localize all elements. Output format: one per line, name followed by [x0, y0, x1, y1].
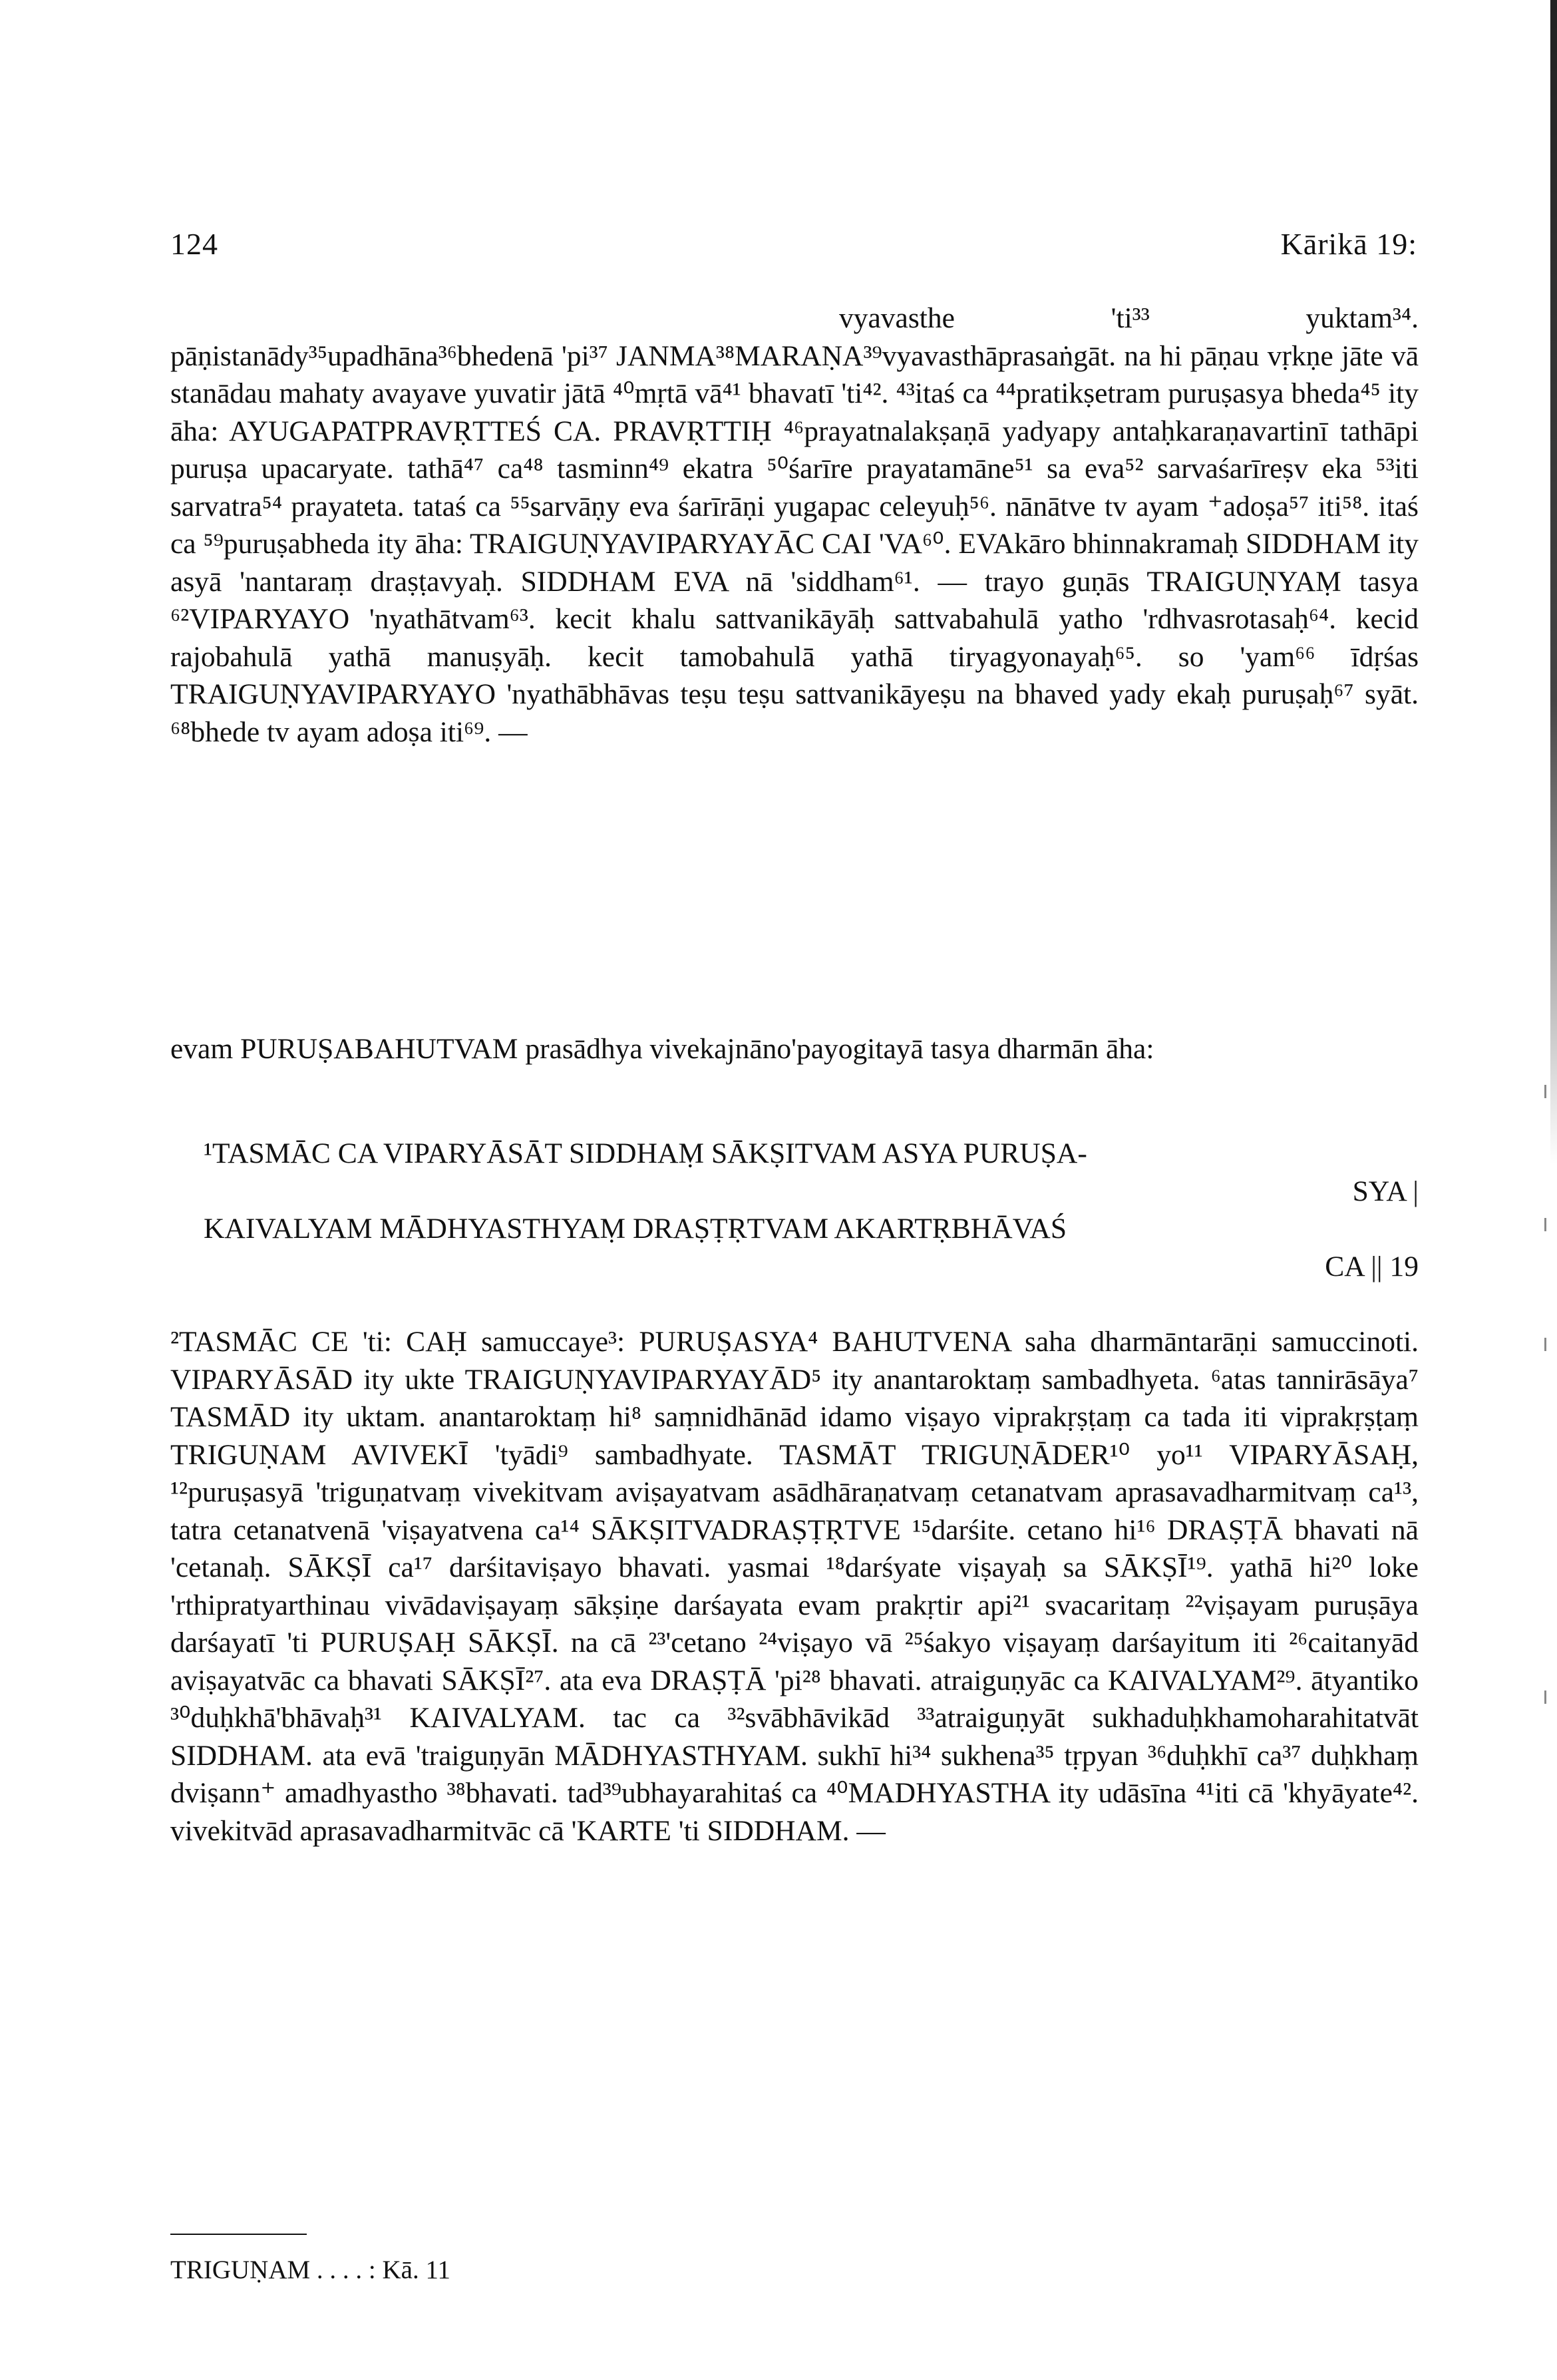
scan-edge-mark	[1544, 1218, 1546, 1231]
running-title: Kārikā 19:	[1280, 227, 1417, 261]
commentary-karika-19	[170, 1323, 1419, 1850]
verse-line-1-continuation: SYA |	[1352, 1175, 1419, 1207]
verse-line-2: KAIVALYAM MĀDHYASTHYAṂ DRAṢṬṚTVAM AKARTṚBHĀVAŚ	[204, 1213, 1067, 1245]
footnote-separator	[170, 2234, 307, 2235]
verse-line-2-continuation: CA || 19	[1325, 1250, 1419, 1283]
karika-verse	[170, 1135, 1419, 1285]
commentary-paragraph: vyavasthe 'ti³³ yuktam³⁴. pāṇistanādy³⁵upadhāna³⁶bhedenā 'pi³⁷ JANMA³⁸MARAṆA³⁹vyavasthāprasaṅgāt. na hi pāṇau vṛkṇe jāte vā stanādau mahaty avayave yuvatir jātā ⁴⁰mṛtā vā⁴¹ bhavatī 'ti⁴². ⁴³itaś ca ⁴⁴pratikṣetram puruṣasya bheda⁴⁵ ity āha: AYUGAPATPRAVṚTTEŚ CA. PRAVṚTTIḤ ⁴⁶prayatnalakṣaṇā yadyapy antaḥkaraṇavartinī tathāpi puruṣa upacaryate. tathā⁴⁷ ca⁴⁸ tasminn⁴⁹ ekatra ⁵⁰śarīre prayatamāne⁵¹ sa eva⁵² sarvaśarīreṣv eka ⁵³iti sarvatra⁵⁴ prayateta. tataś ca ⁵⁵sarvāṇy eva śarīrāṇi yugapac celeyuḥ⁵⁶. nānātve tv ayam ⁺adoṣa⁵⁷ iti⁵⁸. itaś ca ⁵⁹puruṣabheda ity āha: TRAIGUṆYAVIPARYAYĀC CAI 'VA⁶⁰. EVAkāro bhinnakramaḥ SIDDHAM ity asyā 'nantaraṃ draṣṭavyaḥ. SIDDHAM EVA nā 'siddham⁶¹. — trayo guṇās TRAIGUṆYAṂ tasya ⁶²VIPARYAYO 'nyathātvam⁶³. kecit khalu sattvanikāyāḥ sattvabahulā yatho 'rdhvasrotasaḥ⁶⁴. kecid rajobahulā yathā manuṣyāḥ. kecit tamobahulā yathā tiryagyonayaḥ⁶⁵. so 'yam⁶⁶ īdṛśas TRAIGUṆYAVIPARYAYO 'nyathābhāvas teṣu teṣu sattvanikāyeṣu na bhaved yady ekaḥ puruṣaḥ⁶⁷ syāt. ⁶⁸bhede tv ayam adoṣa iti⁶⁹. —	[170, 302, 1419, 748]
verse-line-1: ¹TASMĀC CA VIPARYĀSĀT SIDDHAṂ SĀKṢITVAM ASYA PURUṢA-	[204, 1137, 1087, 1169]
commentary-paragraph: ²TASMĀC CE 'ti: CAḤ samuccaye³: PURUṢASYA⁴ BAHUTVENA saha dharmāntarāṇi samuccinoti. VIPARYĀSĀD ity ukte TRAIGUṆYAVIPARYAYĀD⁵ ity anantaroktaṃ sambadhyeta. ⁶atas tannirāsāya⁷ TASMĀD ity uktam. anantaroktaṃ hi⁸ saṃnidhānād idamo viṣayo viprakṛṣṭaṃ ca tada iti viprakṛṣṭaṃ TRIGUṆAM AVIVEKĪ 'tyādi⁹ sambadhyate. TASMĀT TRIGUṆĀDER¹⁰ yo¹¹ VIPARYĀSAḤ, ¹²puruṣasyā 'triguṇatvaṃ vivekitvam aviṣayatvam asādhāraṇatvaṃ cetanatvam aprasavadharmitvaṃ ca¹³, tatra cetanatvenā 'viṣayatvena ca¹⁴ SĀKṢITVADRAṢṬṚTVE ¹⁵darśite. cetano hi¹⁶ DRAṢṬĀ bhavati nā 'cetanaḥ. SĀKṢĪ ca¹⁷ darśitaviṣayo bhavati. yasmai ¹⁸darśyate viṣayaḥ sa SĀKṢĪ¹⁹. yathā hi²⁰ loke 'rthipratyarthinau vivādaviṣayaṃ sākṣiṇe darśayata evam prakṛtir api²¹ svacaritaṃ ²²viṣayam puruṣāya darśayatī 'ti PURUṢAḤ SĀKṢĪ. na cā ²³'cetano ²⁴viṣayo vā ²⁵śakyo viṣayaṃ darśayitum iti ²⁶caitanyād aviṣayatvāc ca bhavati SĀKṢĪ²⁷. ata eva DRAṢṬĀ 'pi²⁸ bhavati. atraiguṇyāc ca KAIVALYAM²⁹. ātyantiko ³⁰duḥkhā'bhāvaḥ³¹ KAIVALYAM. tac ca ³²svābhāvikād ³³atraiguṇyāt sukhaduḥkhamoharahitatvāt SIDDHAM. ata evā 'traiguṇyān MĀDHYASTHYAM. sukhī hi³⁴ sukhena³⁵ tṛpyan ³⁶duḥkhī ca³⁷ duḥkhaṃ dviṣann⁺ amadhyastho ³⁸bhavati. tad³⁹ubhayarahitaś ca ⁴⁰MADHYASTHA ity udāsīna ⁴¹iti cā 'khyāyate⁴². vivekitvād aprasavadharmitvāc cā 'KARTE 'ti SIDDHAM. —	[170, 1326, 1419, 1847]
scan-edge-shadow	[1550, 0, 1557, 1165]
commentary-karika-18-continued	[170, 299, 1419, 751]
scan-edge-mark	[1544, 1338, 1546, 1351]
running-header	[170, 226, 1417, 273]
footnote: TRIGUṆAM . . . . : Kā. 11	[170, 2256, 451, 2284]
page-number: 124	[170, 227, 218, 261]
karika-introduction	[170, 1030, 1419, 1068]
intro-paragraph: evam PURUṢABAHUTVAM prasādhya vivekajnāno'payogitayā tasya dharmān āha:	[170, 1033, 1154, 1065]
scan-edge-mark	[1544, 1085, 1546, 1098]
scan-edge-mark	[1544, 1690, 1546, 1704]
